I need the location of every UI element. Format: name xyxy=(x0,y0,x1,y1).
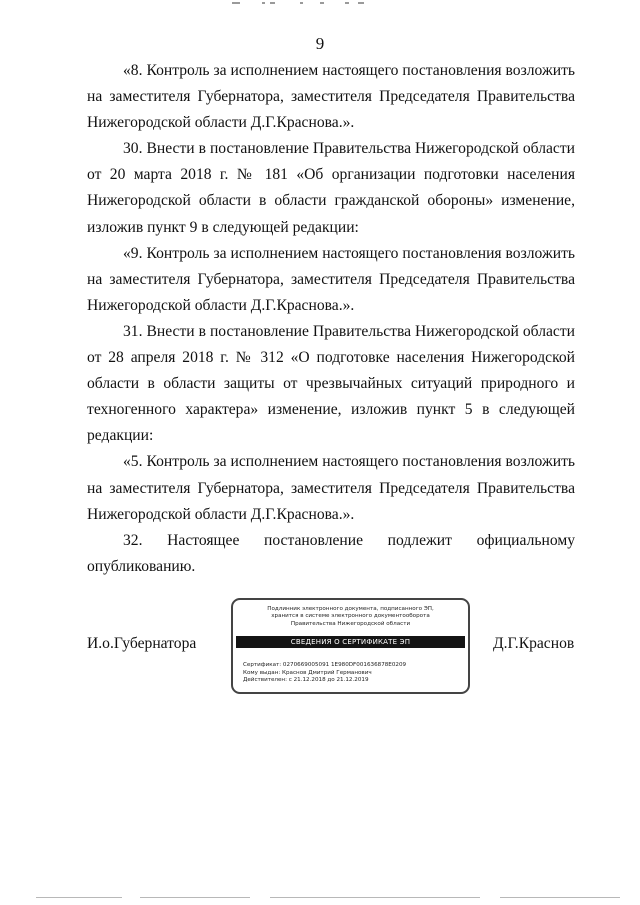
stamp-line: Правительства Нижегородской области xyxy=(290,620,411,627)
document-body xyxy=(87,58,575,580)
stamp-certificate-details xyxy=(243,662,462,685)
signer-name: Д.Г.Краснов xyxy=(493,635,575,652)
scan-artifact-top xyxy=(0,0,640,14)
stamp-certificate-header: СВЕДЕНИЯ О СЕРТИФИКАТЕ ЭП xyxy=(236,636,465,648)
stamp-issued-to: Кому выдан: Краснов Дмитрий Германович xyxy=(243,669,372,676)
paragraph-item-8-quote: «8. Контроль за исполнением настоящего постановления возложить на заместителя Губернатора, заместителя Председателя Правительства Нижегородской области Д.Г.Краснова.». xyxy=(87,62,575,132)
page-number: 9 xyxy=(315,34,325,53)
stamp-line: Подлинник электронного документа, подписанного ЭП, xyxy=(267,606,434,612)
paragraph-item-31: 31. Внести в постановление Правительства Нижегородской области от 28 апреля 2018 г. № 312 «О подготовке населения Нижегородской области в области защиты от чрезвычайных ситуаций природного и техногенного характера» изменение, изложив пункт 5 в следующей редакции: xyxy=(87,322,575,445)
scan-artifact-bottom xyxy=(0,895,640,903)
signer-title: И.о.Губернатора xyxy=(87,635,197,652)
stamp-validity: Действителен: с 21.12.2018 до 21.12.2019 xyxy=(243,677,369,683)
stamp-line: хранится в системе электронного документооборота xyxy=(271,613,430,620)
paragraph-item-5-quote: «5. Контроль за исполнением настоящего постановления возложить на заместителя Губернатора, заместителя Председателя Правительства Нижегородской области Д.Г.Краснова.». xyxy=(87,453,575,523)
digital-signature-stamp xyxy=(231,598,470,694)
stamp-heading xyxy=(233,606,468,628)
paragraph-item-32: 32. Настоящее постановление подлежит официальному опубликованию. xyxy=(87,531,575,575)
paragraph-item-30: 30. Внести в постановление Правительства Нижегородской области от 20 марта 2018 г. № 181 «Об организации подготовки населения Нижегородской области в области гражданской обороны» изменение, изложив пункт 9 в следующей редакции: xyxy=(87,140,575,236)
paragraph-item-9-quote: «9. Контроль за исполнением настоящего постановления возложить на заместителя Губернатора, заместителя Председателя Правительства Нижегородской области Д.Г.Краснова.». xyxy=(87,244,575,314)
stamp-certificate-number: Сертификат: 0270669005091 1E980DF001636878E0209 xyxy=(243,662,407,668)
